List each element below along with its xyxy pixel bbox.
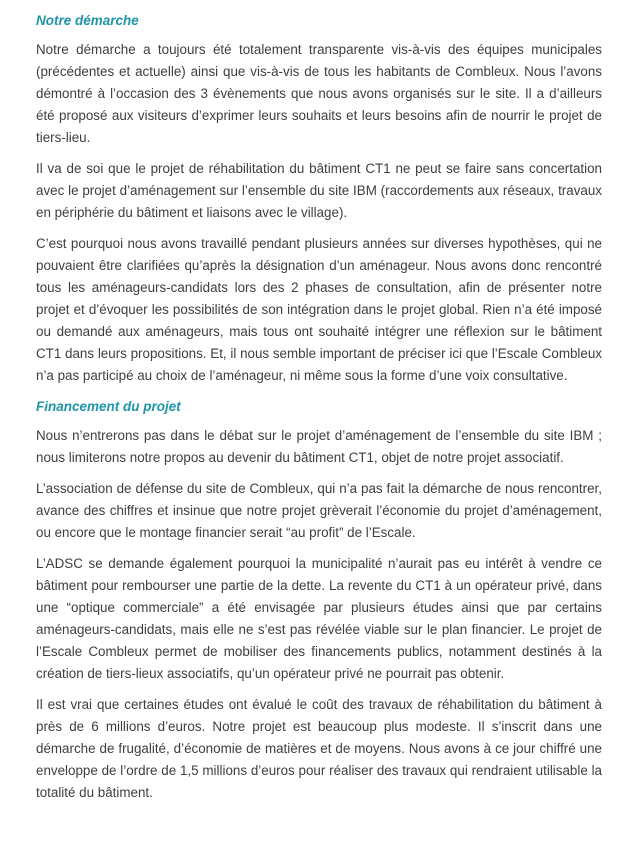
paragraph-transparence: Notre démarche a toujours été totalement transparente vis-à-vis des équipes municipales (précédentes et actuelle) ainsi que vis-à-vis de tous les habitants de Combleux. Nous l’avons démontré à l’occasion des 3 évènements que nous avons organisés sur le site. Il a d’ailleurs été proposé aux visiteurs d’exprimer leurs souhaits et leurs besoins afin de nourrir le projet de tiers-lieu. [36,42,602,145]
paragraph-adsc-revente: L’ADSC se demande également pourquoi la municipalité n’aurait pas eu intérêt à vendre ce bâtiment pour rembourser une partie de la dette. La revente du CT1 à un opérateur privé, dans une “optique commerciale” a été envisagée par plusieurs études ainsi que par certains aménageurs-candidats, mais elle ne s’est pas révélée viable sur le plan financier. Le projet de l’Escale Combleux permet de mobiliser des financements publics, notamment destinés à la création de tiers-lieux associatifs, qu’un opérateur privé ne pourrait pas obtenir. [36,556,602,681]
paragraph-debat-ibm: Nous n’entrerons pas dans le débat sur le projet d’aménagement de l’ensemble du site IBM ; nous limiterons notre propos au devenir du bâtiment CT1, objet de notre projet associatif. [36,428,602,465]
paragraph-cout-travaux: Il est vrai que certaines études ont évalué le coût des travaux de réhabilitation du bâtiment à près de 6 millions d’euros. Notre projet est beaucoup plus modeste. Il s’inscrit dans une démarche de frugalité, d’économie de matières et de moyens. Nous avons à ce jour chiffré une enveloppe de l’ordre de 1,5 millions d’euros pour réaliser des travaux qui rendraient utilisable la totalité du bâtiment. [36,697,602,800]
paragraph-amenageurs: C’est pourquoi nous avons travaillé pendant plusieurs années sur diverses hypothèses, qui ne pouvaient être clarifiées qu’après la désignation d’un aménageur. Nous avons donc rencontré tous les aménageurs-candidats lors des 2 phases de consultation, afin de présenter notre projet et d’évoquer les possibilités de son intégration dans le projet global. Rien n’a été imposé ou demandé aux aménageurs, mais tous ont souhaité intégrer une réflexion sur le bâtiment CT1 dans leurs propositions. Et, il nous semble important de préciser ici que l’Escale Combleux n’a pas participé au choix de l’aménageur, ni même sous la forme d’une voix consultative. [36,236,602,383]
section-heading-notre-demarche: Notre démarche [36,13,139,28]
section-heading-financement: Financement du projet [36,399,181,414]
paragraph-association-defense: L’association de défense du site de Combleux, qui n’a pas fait la démarche de nous rencontrer, avance des chiffres et insinue que notre projet grèverait l’économie du projet d’aménagement, ou encore que le montage financier serait “au profit” de l’Escale. [36,481,602,540]
paragraph-concertation: Il va de soi que le projet de réhabilitation du bâtiment CT1 ne peut se faire sans concertation avec le projet d’aménagement sur l’ensemble du site IBM (raccordements aux réseaux, travaux en périphérie du bâtiment et liaisons avec le village). [36,161,602,220]
